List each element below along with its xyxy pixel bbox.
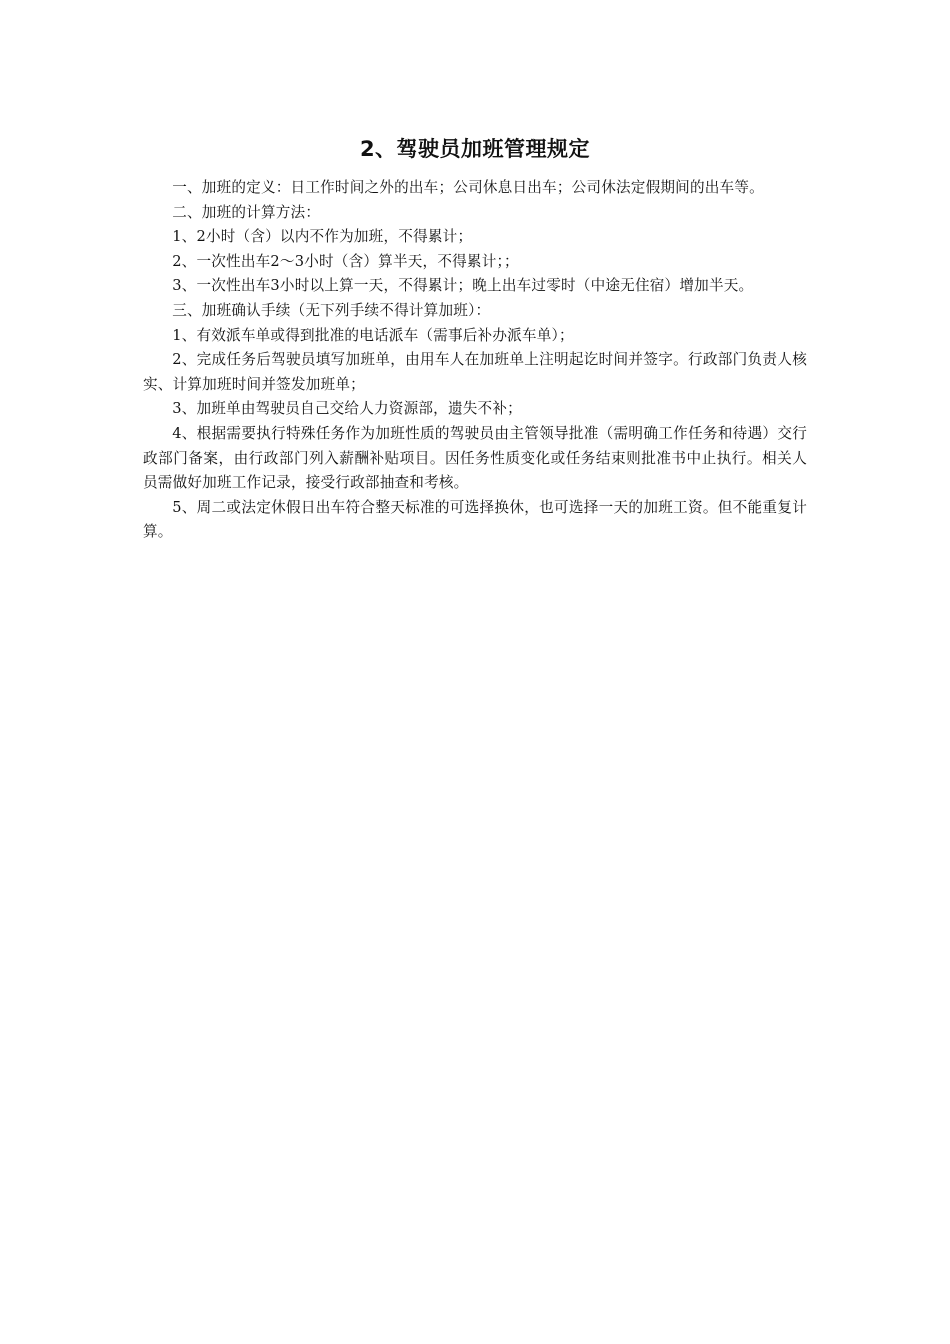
paragraph-calc-rule-2: 2、一次性出车2～3小时（含）算半天，不得累计；； xyxy=(172,252,519,270)
paragraph-confirm-rule-3: 3、加班单由驾驶员自己交给人力资源部，遗失不补； xyxy=(172,400,522,418)
paragraph-confirm-rule-1: 1、有效派车单或得到批准的电话派车（需事后补办派车单）； xyxy=(172,326,574,344)
paragraph-calc-rule-1: 1、2小时（含）以内不作为加班，不得累计； xyxy=(172,228,473,246)
page-title: 2、驾驶员加班管理规定 xyxy=(359,137,591,161)
document-body xyxy=(143,134,807,545)
paragraph-confirm-rule-2: 2、完成任务后驾驶员填写加班单，由用车人在加班单上注明起讫时间并签字。行政部门负责人核实、计算加班时间并签发加班单； xyxy=(143,351,807,393)
paragraph-confirm-rule-5: 5、周二或法定休假日出车符合整天标准的可选择换休，也可选择一天的加班工资。但不能重复计算。 xyxy=(143,498,807,541)
paragraph-calc-rule-3: 3、一次性出车3小时以上算一天，不得累计；晚上出车过零时（中途无住宿）增加半天。 xyxy=(172,277,754,295)
paragraph-confirm-rule-4: 4、根据需要执行特殊任务作为加班性质的驾驶员由主管领导批准（需明确工作任务和待遇）交行政部门备案，由行政部门列入薪酬补贴项目。因任务性质变化或任务结束则批准书中止执行。相关人员需做好加班工作记录，接受行政部抽查和考核。 xyxy=(143,424,807,492)
paragraph-confirmation-heading: 三、加班确认手续（无下列手续不得计算加班）： xyxy=(172,301,491,319)
paragraph-overtime-definition: 一、加班的定义：日工作时间之外的出车；公司休息日出车；公司休法定假期间的出车等。 xyxy=(172,179,764,196)
paragraph-calculation-heading: 二、加班的计算方法： xyxy=(172,203,321,221)
